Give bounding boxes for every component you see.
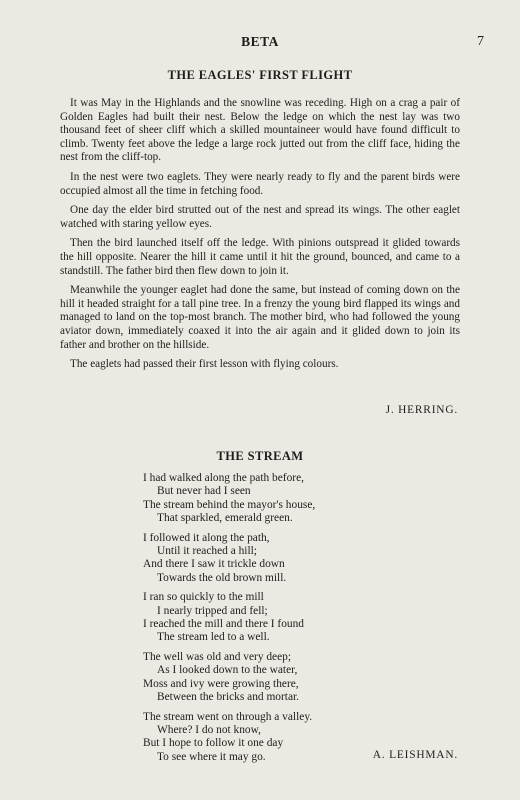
article-paragraph: One day the elder bird strutted out of the nest and spread its wings. The other eaglet watched with staring yellow eyes. [60,204,460,230]
poem-line: I had walked along the path before, [143,472,304,484]
poem-body [143,472,403,770]
poem-line: The stream led to a well. [157,631,270,644]
page-number: 7 [477,34,484,49]
article-author: J. HERRING. [385,404,458,416]
poem-line: I nearly tripped and fell; [157,604,268,617]
poem-stanza [143,711,403,765]
poem-line: Until it reached a hill; [157,545,257,558]
poem-line: The stream went on through a valley. [143,710,313,723]
poem-line: Where? I do not know, [157,723,261,736]
article-body [60,97,460,378]
article-paragraph: The eaglets had passed their first lesson with flying colours. [70,358,339,371]
poem-line: I ran so quickly to the mill [143,591,264,604]
poem-line: As I looked down to the water, [157,664,298,677]
article-paragraph: It was May in the Highlands and the snowline was receding. High on a crag a pair of Golden Eagles had built their nest. Below the ledge on which the nest lay was two thousand feet of sheer cliff which a skilled mountaineer would have found difficult to climb. Twenty feet above the ledge a large rock jutted out from the cliff face, hiding the nest from the cliff-top. [60,97,460,164]
poem-title: THE STREAM [216,449,304,463]
poem-stanza [143,651,403,705]
poem-stanza [143,532,403,586]
poem-line: Between the bricks and mortar. [157,691,300,704]
article-paragraph: Meanwhile the younger eaglet had done the same, but instead of coming down on the hill it headed straight for a tall pine tree. In a frenzy the young bird flapped its wings and managed to land on the top-most branch. The mother bird, who had followed the young aviator down, immediately coaxed it into the air again and it glided down to join its father and brother on the hillside. [60,284,460,351]
article-title: THE EAGLES' FIRST FLIGHT [167,68,353,82]
poem-stanza [143,472,403,526]
poem-line: To see where it may go. [157,750,266,763]
poem-author: A. LEISHMAN. [372,749,458,761]
poem-line: But never had I seen [157,485,251,498]
poem-line: Moss and ivy were growing there, [143,677,299,690]
article-paragraph: In the nest were two eaglets. They were nearly ready to fly and the parent birds were occupied almost all the time in fetching food. [60,170,460,197]
poem-line: The stream behind the mayor's house, [143,498,316,511]
poem-line: But I hope to follow it one day [143,737,284,750]
poem-line: And there I saw it trickle down [143,558,285,571]
poem-line: That sparkled, emerald green. [157,512,293,525]
poem-line: I reached the mill and there I found [143,618,304,631]
poem-line: I followed it along the path, [143,531,270,544]
poem-line: Towards the old brown mill. [157,571,287,584]
running-header [0,34,520,52]
magazine-title: BETA [241,34,279,49]
poem-stanza [143,591,403,645]
poem-line: The well was old and very deep; [143,650,292,663]
article-paragraph: Then the bird launched itself off the ledge. With pinions outspread it glided towards the hill opposite. Nearer the hill it came until it hit the ground, bounced, and came to a standstill. The father bird then flew down to join it. [60,237,460,277]
